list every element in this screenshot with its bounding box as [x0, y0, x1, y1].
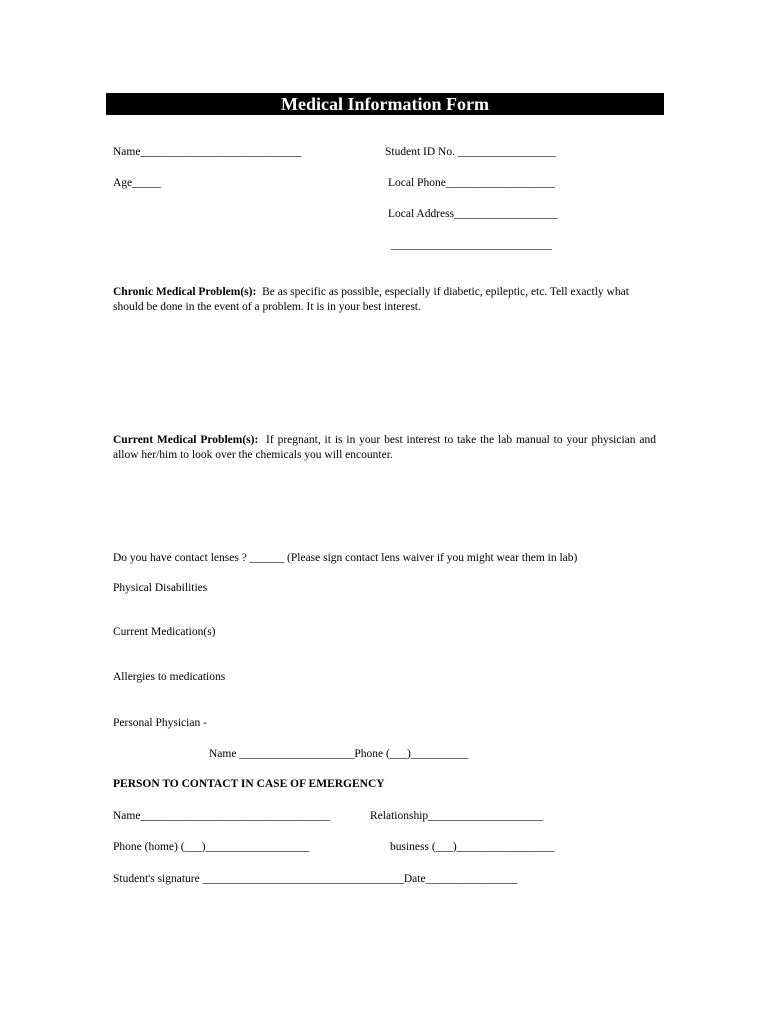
emergency-name-field[interactable]: Name_________________________________: [113, 810, 331, 822]
name-field[interactable]: Name____________________________: [113, 146, 302, 158]
form-title: Medical Information Form: [106, 93, 664, 115]
local-address-line2-field[interactable]: ____________________________: [391, 239, 552, 251]
contact-lens-question[interactable]: Do you have contact lenses ? ______ (Please sign contact lens waiver if you might wear them in lab): [113, 552, 578, 564]
physician-name-phone-field[interactable]: Name ____________________Phone (___)__________: [209, 748, 469, 760]
current-instructions: If pregnant, it is in your best interest to take the lab manual to your physician and allow her/him to look over the chemicals you will encounter.: [113, 434, 656, 461]
allergies-label: Allergies to medications: [113, 671, 226, 683]
current-medical-problems: [113, 433, 656, 463]
student-signature-date-field[interactable]: Student's signature ___________________________________Date________________: [113, 873, 518, 885]
chronic-instructions: Be as specific as possible, especially if diabetic, epileptic, etc. Tell exactly what should be done in the event of a problem. It is in your best interest.: [113, 286, 629, 313]
emergency-heading: PERSON TO CONTACT IN CASE OF EMERGENCY: [113, 778, 385, 790]
local-address-field[interactable]: Local Address__________________: [388, 208, 558, 220]
age-field[interactable]: Age_____: [113, 177, 161, 189]
local-phone-field[interactable]: Local Phone___________________: [388, 177, 556, 189]
emergency-business-phone-field[interactable]: business (___)_________________: [390, 841, 555, 853]
student-id-field[interactable]: Student ID No. _________________: [385, 146, 556, 158]
current-label: Current Medical Problem(s):: [113, 434, 259, 446]
emergency-phone-home-field[interactable]: Phone (home) (___)__________________: [113, 841, 310, 853]
emergency-relationship-field[interactable]: Relationship____________________: [370, 810, 544, 822]
physical-disabilities-label: Physical Disabilities: [113, 582, 208, 594]
personal-physician-label: Personal Physician -: [113, 717, 207, 729]
chronic-medical-problems: [113, 285, 656, 315]
chronic-label: Chronic Medical Problem(s):: [113, 286, 257, 298]
current-medication-label: Current Medication(s): [113, 626, 216, 638]
